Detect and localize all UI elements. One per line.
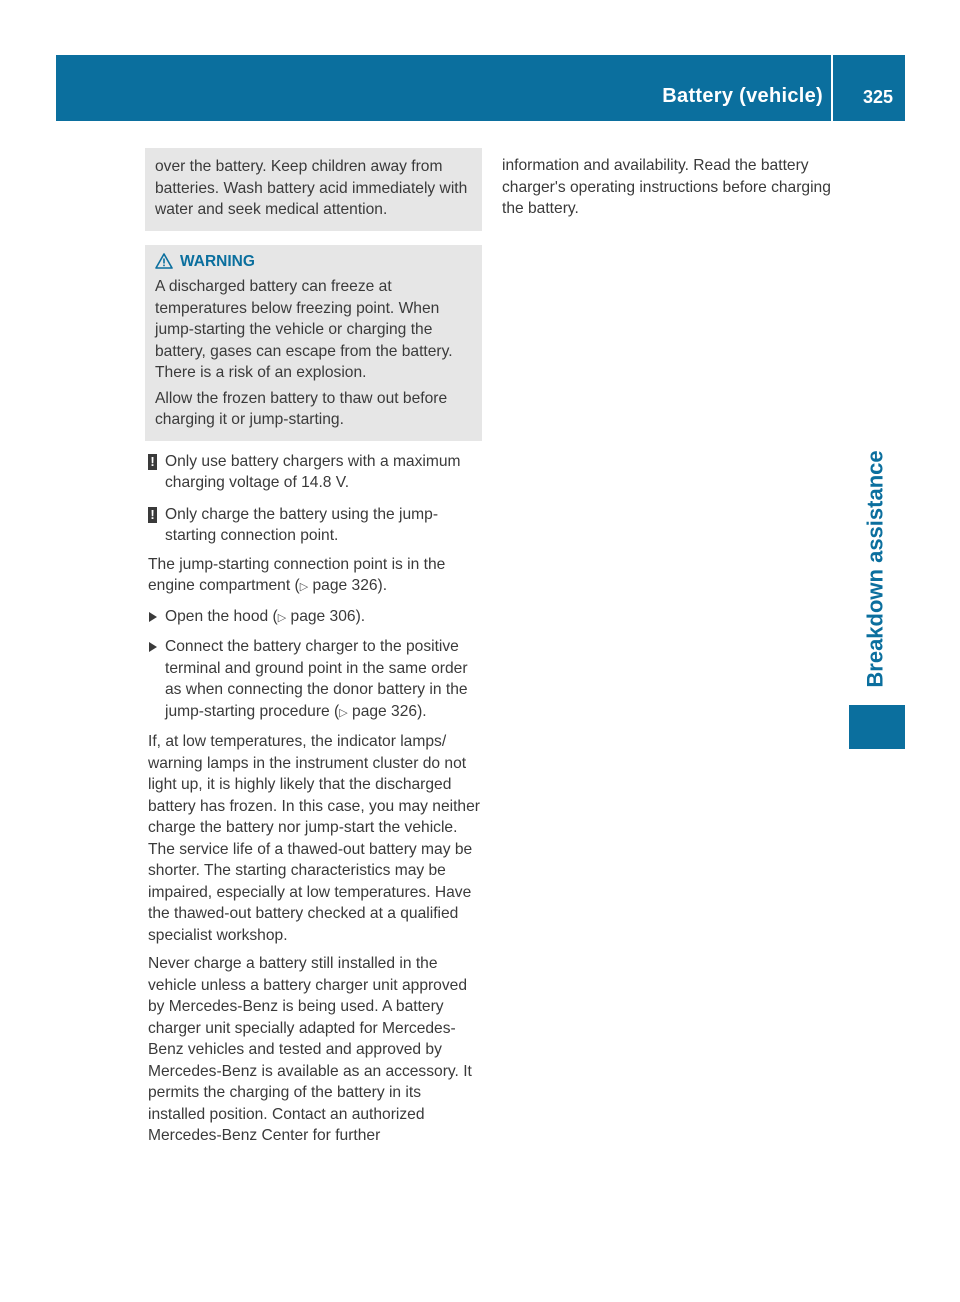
- installed-charging-paragraph: Never charge a battery still installed in the vehicle unless a battery charger unit approved by Mercedes-Benz is being used. A battery charger unit specially adapted for Mercedes-Benz vehicles and tested and approved by Mercedes-Benz is available as an accessory. It permits the charging of the battery in its installed position. Contact an authorized Mercedes-Benz Center for further: [148, 955, 472, 1144]
- jump-point-text: The jump-starting connection point is in the engine compartment (: [148, 555, 446, 594]
- step-open-hood: [148, 606, 482, 630]
- page-header: [56, 55, 905, 121]
- step-arrow-icon: [149, 612, 157, 622]
- page-ref-link[interactable]: page 326).: [312, 577, 388, 594]
- right-column: [502, 155, 837, 220]
- note-connection-point: [148, 504, 482, 547]
- page-ref-arrow-icon: ▷: [299, 581, 309, 593]
- chapter-tab: [849, 705, 905, 749]
- page-number: 325: [862, 87, 893, 107]
- page-ref-link[interactable]: page 326).: [352, 702, 427, 720]
- exclamation-icon: !: [148, 507, 157, 523]
- battery-acid-warning-continuation: [145, 148, 482, 231]
- step-connect-charger-text: Connect the battery charger to the positive terminal and ground point in the same order as when connecting the donor battery in the jump-starting procedure (: [165, 638, 468, 720]
- warning-triangle-icon: [155, 253, 173, 269]
- step-connect-charger: [148, 636, 482, 724]
- frozen-battery-paragraph: If, at low temperatures, the indicator lamps/ warning lamps in the instrument cluster do not light up, it is highly likely that the discharged battery has frozen. In this case, you may neither charge the battery nor jump-start the vehicle. The service life of a thawed-out battery may be shorter. The starting characteristics may be impaired, especially at low temperatures. Have the thawed-out battery checked at a qualified specialist workshop.: [148, 733, 480, 944]
- note-max-voltage: [148, 451, 482, 494]
- warning-paragraph-1: A discharged battery can freeze at temperatures below freezing point. When jump-starting the vehicle or charging the battery, gases can escape from the battery. There is a risk of an explosion.: [155, 278, 453, 381]
- chapter-label-text: Breakdown assistance: [863, 450, 889, 688]
- warning-paragraph-2: Allow the frozen battery to thaw out before charging it or jump-starting.: [155, 389, 448, 428]
- section-title: Battery (vehicle): [662, 85, 823, 107]
- page-ref-arrow-icon: ▷: [339, 706, 348, 719]
- chapter-side-label: [847, 443, 905, 695]
- page-ref-link[interactable]: page 306).: [290, 607, 366, 625]
- charger-info-paragraph: information and availability. Read the battery charger's operating instructions before charging the battery.: [502, 157, 831, 217]
- acid-warning-text: over the battery. Keep children away from batteries. Wash battery acid immediately with water and seek medical attention.: [155, 158, 468, 218]
- jump-point-location: [148, 554, 482, 599]
- step-arrow-icon: [149, 642, 157, 652]
- step-open-hood-text: Open the hood (: [165, 607, 278, 625]
- frozen-battery-warning-box: [145, 245, 482, 441]
- note-max-voltage-text: Only use battery chargers with a maximum charging voltage of 14.8 V.: [165, 452, 461, 491]
- exclamation-icon: !: [148, 454, 157, 470]
- warning-heading: [155, 251, 472, 273]
- header-divider: [831, 55, 833, 121]
- left-column: [148, 148, 482, 1147]
- note-connection-point-text: Only charge the battery using the jump-starting connection point.: [165, 505, 439, 544]
- warning-heading-text: WARNING: [180, 252, 255, 270]
- page-ref-arrow-icon: ▷: [277, 611, 287, 624]
